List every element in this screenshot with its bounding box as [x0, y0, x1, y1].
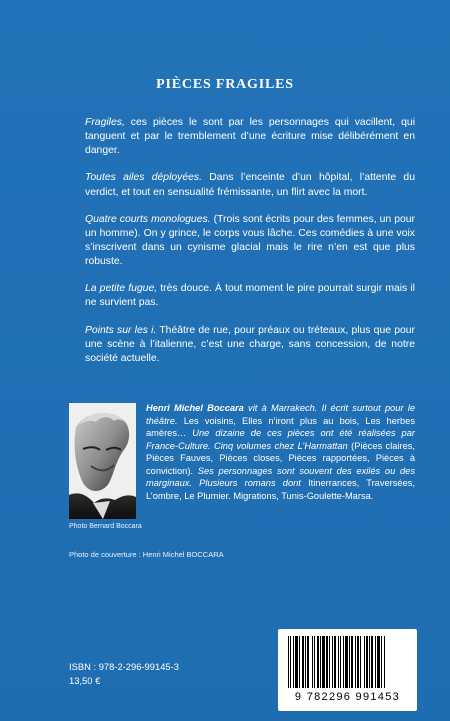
barcode-bar	[345, 636, 348, 688]
isbn-number: ISBN : 978-2-296-99145-3	[69, 661, 179, 672]
blurb-paragraph-petite-fugue	[85, 282, 415, 310]
barcode-bar	[295, 636, 298, 688]
blurb-text-toutes-ailes: Dans l’enceinte d’un hôpital, l’attente du verdict, et tout en sensualité frémissante, un flirt avec la mort.	[85, 172, 415, 198]
author-bio-intro: vit à Marrakech. Il écrit surtout pour le théâtre.	[146, 403, 415, 426]
barcode-bar	[332, 636, 333, 688]
barcode-bar	[369, 636, 370, 688]
barcode-bar	[334, 636, 336, 688]
barcode-bar	[355, 636, 356, 688]
barcode-bar	[338, 636, 339, 688]
barcode-bar	[293, 636, 294, 688]
barcode-bar	[307, 636, 309, 688]
barcode-bar	[351, 636, 353, 688]
author-biography	[146, 402, 415, 502]
barcode-bar	[299, 636, 300, 688]
author-works-harmattan: (Pièces claires, Pièces Fauves, Pièces closes, Pièces rapportées, Pièces à conviction).	[146, 440, 415, 476]
book-price: 13,50 €	[69, 674, 101, 686]
blurb-lead-petite-fugue: La petite fugue,	[85, 283, 158, 295]
photo-credit: Photo Bernard Boccara	[69, 523, 142, 530]
barcode-bar	[364, 636, 365, 688]
barcode-bar	[357, 636, 359, 688]
barcode	[278, 629, 417, 711]
blurb-lead-fragiles: Fragiles,	[85, 117, 125, 128]
author-works-novels: Itinerrances, Traversées, L’ombre, Le Plumier. Migrations, Tunis-Goulette-Marsa.	[146, 478, 415, 501]
barcode-bar	[317, 636, 319, 688]
author-portrait-image	[69, 403, 136, 519]
barcode-bar	[290, 636, 291, 688]
barcode-bar	[322, 636, 325, 688]
book-title: PIÈCES FRAGILES	[156, 77, 294, 92]
blurb-text-fragiles: ces pièces le sont par les personnages qui vacillent, qui tanguent et par le tremblement d’une écriture mise délibérément en danger.	[85, 117, 415, 157]
barcode-bar	[320, 636, 321, 688]
author-works-early: Les voisins, Elles n’iront plus au bois, Les herbes amères…	[146, 415, 415, 439]
blurb-text-points: Théâtre de rue, pour préaux ou tréteaux, plus que pour une scène à l’italienne, c’est une charge, sans concession, de notre société actuelle.	[85, 324, 416, 364]
blurb-text-monologues: (Trois sont écrits pour des femmes, un pour un homme). On y grince, le corps vous lâche. Ces comédies à une voix s’inscrivent dans un cynisme glacial mais le rire n’en est que plus robuste.	[85, 213, 415, 268]
barcode-bar	[302, 636, 304, 688]
book-blurb	[85, 116, 415, 379]
blurb-lead-points: Points sur les i.	[85, 324, 157, 336]
barcode-bar	[326, 636, 328, 688]
barcode-number: 9 782296 991453	[294, 691, 401, 703]
barcode-bars	[286, 636, 409, 688]
author-name: Henri Michel Boccara	[146, 403, 244, 413]
author-bio-ending: Ses personnages sont souvent des exilés ou des marginaux. Plusieurs romans dont	[146, 465, 415, 489]
blurb-lead-monologues: Quatre courts monologues.	[85, 213, 211, 225]
barcode-bar	[371, 636, 373, 688]
barcode-bar	[305, 636, 306, 688]
barcode-bar	[381, 636, 382, 688]
blurb-paragraph-fragiles	[85, 116, 415, 158]
barcode-bar	[314, 636, 315, 688]
barcode-bar	[340, 636, 341, 688]
barcode-bar	[349, 636, 350, 688]
blurb-paragraph-points	[85, 324, 415, 366]
blurb-paragraph-toutes-ailes	[85, 171, 415, 199]
author-bio-middle: Une dizaine de ces pièces ont été réalisées par France-Culture. Cinq volumes chez L’Harmattan	[146, 428, 415, 451]
cover-photo-credit: Photo de couverture : Henri Michel BOCCARA	[69, 550, 224, 559]
blurb-text-petite-fugue: très douce. À tout moment le pire pourrait surgir mais il ne survient pas.	[85, 283, 415, 309]
barcode-bar	[343, 636, 344, 688]
barcode-bar	[377, 636, 380, 688]
barcode-bar	[366, 636, 368, 688]
isbn-and-price	[69, 660, 179, 687]
barcode-bar	[384, 636, 385, 688]
barcode-bar	[312, 636, 313, 688]
blurb-paragraph-monologues	[85, 213, 415, 270]
barcode-bar	[288, 636, 289, 688]
barcode-bar	[329, 636, 330, 688]
author-biography-text	[146, 402, 415, 502]
barcode-bar	[375, 636, 376, 688]
blurb-lead-toutes-ailes: Toutes ailes déployées.	[85, 172, 203, 184]
barcode-bar	[360, 636, 361, 688]
author-photo	[69, 403, 136, 519]
